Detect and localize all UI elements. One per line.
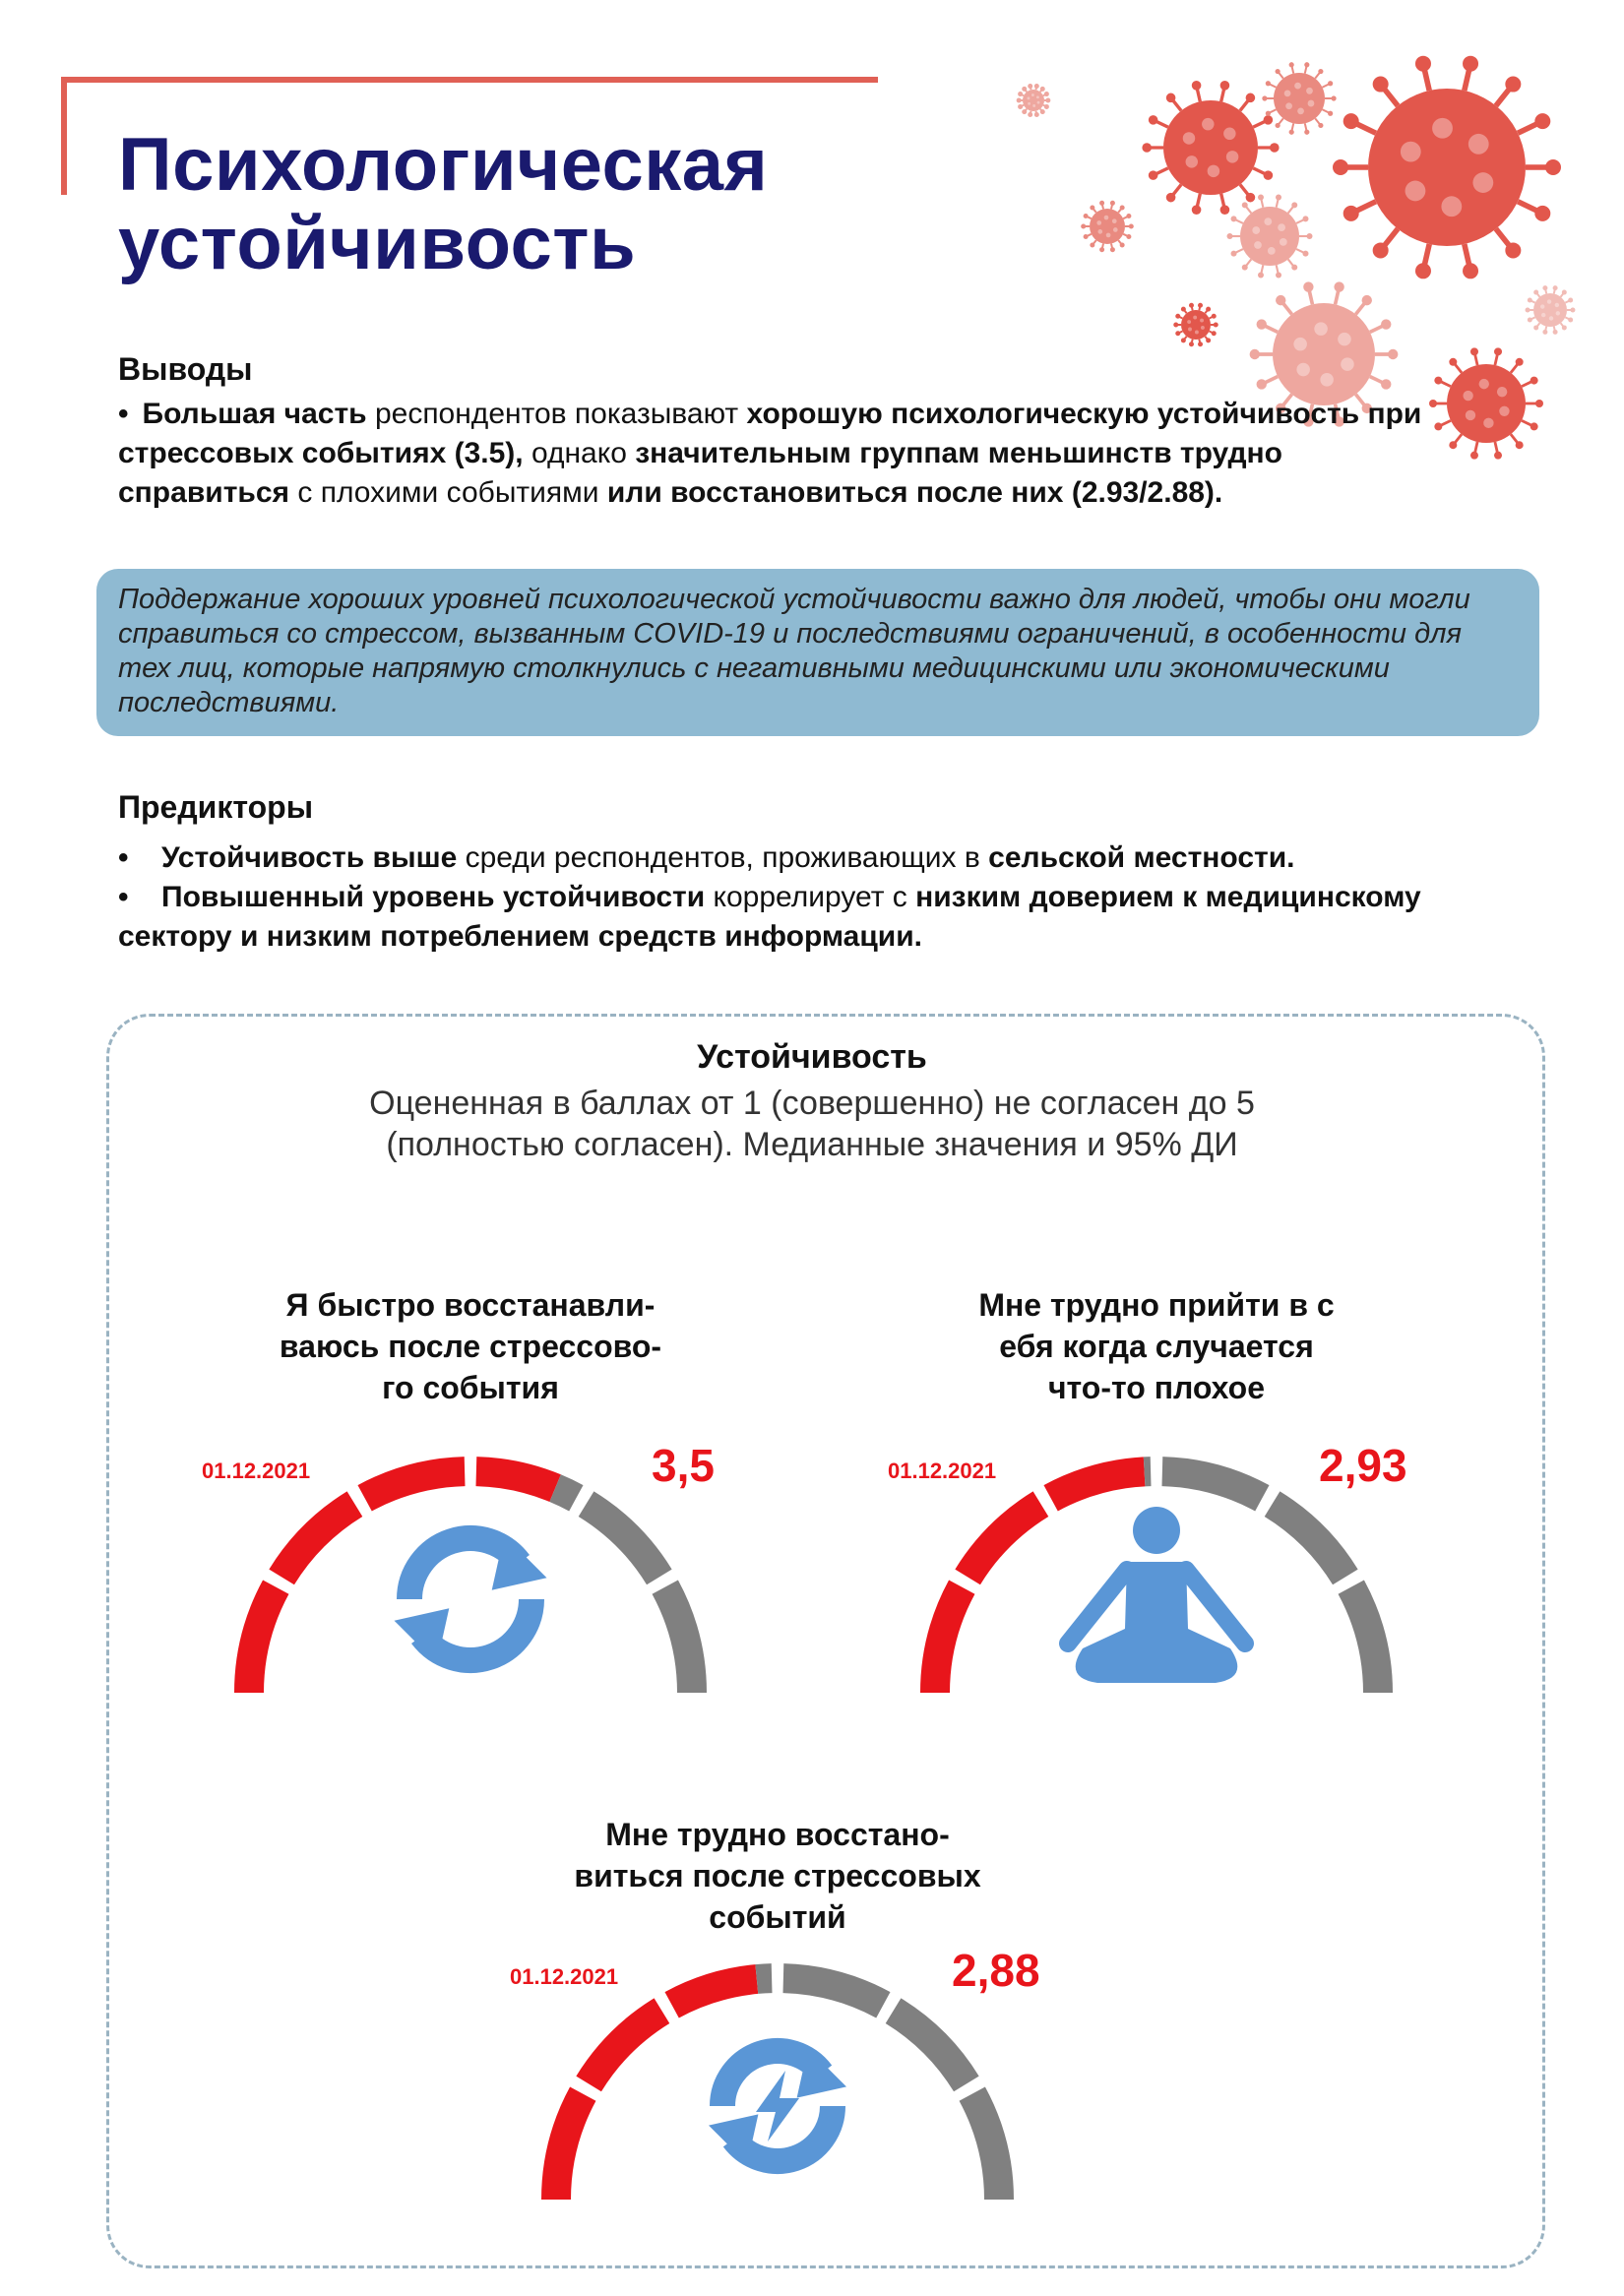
bullet-icon: • bbox=[118, 841, 129, 874]
gauge-filled-segment bbox=[935, 1587, 962, 1693]
chart-subtitle-line-1: Оцененная в баллах от 1 (совершенно) не согласен до 5 bbox=[369, 1085, 1255, 1122]
gauge-remaining-segment bbox=[1351, 1587, 1378, 1693]
virus-icon bbox=[1333, 56, 1561, 279]
bullet-icon: • bbox=[118, 398, 129, 430]
body-text: коррелирует с bbox=[705, 881, 916, 913]
body-text: среди респондентов, проживающих в bbox=[457, 841, 989, 874]
emphasis-text: низким доверием к медицинскому сектору и низким потреблением средств информации. bbox=[118, 881, 1421, 953]
gauge-remaining-segment bbox=[587, 1504, 659, 1577]
gauge-filled-segment bbox=[589, 2011, 661, 2083]
findings-section bbox=[118, 349, 1427, 513]
virus-icon bbox=[1262, 62, 1336, 135]
emphasis-text: сельской местности. bbox=[988, 841, 1295, 874]
gauge-remaining-segment bbox=[783, 1978, 883, 2005]
gauge-label-line: ебя когда случается bbox=[999, 1329, 1314, 1364]
gauge-label bbox=[901, 1284, 1412, 1408]
predictors-list bbox=[118, 838, 1516, 957]
gauge-remaining-segment bbox=[972, 2094, 999, 2200]
gauge-value-label: 2,88 bbox=[952, 1945, 1040, 1996]
gauge-chart bbox=[200, 1422, 741, 1712]
refresh-arrows-icon bbox=[395, 1535, 547, 1663]
gauge-remaining-segment bbox=[894, 2011, 967, 2083]
gauge-label-line: го события bbox=[382, 1370, 559, 1405]
gauge-remaining-segment bbox=[1162, 1471, 1262, 1498]
chart-title: Устойчивость bbox=[697, 1038, 927, 1076]
gauge-label-line: Я быстро восстанавли- bbox=[285, 1287, 656, 1323]
gauge-date-label: 01.12.2021 bbox=[510, 1964, 619, 1989]
gauge-value-label: 3,5 bbox=[652, 1440, 715, 1491]
note-box bbox=[96, 569, 1539, 736]
findings-heading: Выводы bbox=[118, 351, 253, 387]
gauge-date-label: 01.12.2021 bbox=[202, 1458, 311, 1483]
gauge-chart bbox=[507, 1929, 1048, 2219]
top-accent-rule bbox=[61, 77, 878, 83]
gauge-label-line: Мне трудно восстано- bbox=[605, 1817, 950, 1852]
gauge-remaining-segment bbox=[757, 1978, 772, 1979]
body-text: респондентов показывают bbox=[366, 398, 747, 430]
gauge-label-line: виться после стрессовых bbox=[574, 1858, 981, 1893]
virus-icon bbox=[1142, 81, 1279, 215]
predictors-heading: Предикторы bbox=[118, 789, 314, 825]
emphasis-text: Повышенный уровень устойчивости bbox=[161, 881, 706, 913]
gauge-date-label: 01.12.2021 bbox=[888, 1458, 997, 1483]
gauge-filled-segment bbox=[1051, 1471, 1145, 1498]
gauge-filled-segment bbox=[249, 1587, 276, 1693]
page-title-line-1: Психологическая bbox=[118, 123, 769, 207]
emphasis-text: хорошую психологическую устойчивость при стрессовых событиях (3.5), bbox=[118, 398, 1422, 469]
chart-subtitle bbox=[0, 1083, 1624, 1165]
page-title-line-2: устойчивость bbox=[118, 202, 637, 285]
predictor-item bbox=[118, 838, 1516, 878]
predictors-section bbox=[118, 787, 1516, 957]
virus-icon bbox=[1017, 84, 1051, 117]
virus-icon bbox=[1081, 201, 1134, 252]
emphasis-text: значительным группам меньшинств трудно справиться bbox=[118, 437, 1282, 509]
body-text: однако bbox=[523, 437, 636, 469]
meditation-person-icon bbox=[1068, 1507, 1245, 1683]
recovery-energy-icon bbox=[709, 2048, 846, 2164]
gauge-label-line: Мне трудно прийти в с bbox=[978, 1287, 1335, 1323]
virus-icon bbox=[1227, 195, 1313, 279]
body-text: с плохими событиями bbox=[289, 476, 607, 509]
gauge-filled-segment bbox=[968, 1504, 1040, 1577]
emphasis-text: Устойчивость выше bbox=[161, 841, 458, 874]
gauge-remaining-segment bbox=[665, 1587, 692, 1693]
gauge-label-line: ваюсь после стрессово- bbox=[279, 1329, 662, 1364]
virus-icon bbox=[1173, 303, 1218, 346]
gauge-filled-segment bbox=[556, 2094, 583, 2200]
gauge-label bbox=[522, 1814, 1033, 1938]
chart-subtitle-line-2: (полностью согласен). Медианные значения и 95% ДИ bbox=[386, 1126, 1238, 1163]
left-accent-rule bbox=[61, 77, 67, 195]
emphasis-text: Большая часть bbox=[142, 398, 367, 430]
bullet-icon: • bbox=[118, 881, 129, 913]
virus-icon bbox=[1429, 347, 1543, 459]
gauge-label-line: что-то плохое bbox=[1047, 1370, 1266, 1405]
emphasis-text: или восстановиться после них (2.93/2.88). bbox=[606, 476, 1223, 509]
findings-text bbox=[118, 395, 1427, 513]
gauge-label bbox=[215, 1284, 726, 1408]
gauge-filled-segment bbox=[476, 1471, 555, 1488]
gauge-filled-segment bbox=[281, 1504, 354, 1577]
gauge-remaining-segment bbox=[1273, 1504, 1345, 1577]
predictor-item bbox=[118, 878, 1516, 957]
gauge-chart bbox=[886, 1422, 1427, 1712]
gauge-remaining-segment bbox=[555, 1488, 576, 1498]
gauge-filled-segment bbox=[365, 1471, 465, 1498]
page-title bbox=[118, 123, 769, 285]
virus-icon bbox=[1526, 285, 1576, 335]
note-text: Поддержание хороших уровней психологической устойчивости важно для людей, чтобы они могли справиться со стрессом, вызванным COVID-19 и последствиями ограничений, в особенности для тех лиц, которые напрямую столкнулись с негативными медицинскими или экономическими последствиями. bbox=[118, 584, 1470, 718]
gauge-filled-segment bbox=[672, 1979, 757, 2005]
gauge-label-line: событий bbox=[709, 1899, 846, 1935]
gauge-value-label: 2,93 bbox=[1319, 1440, 1407, 1491]
